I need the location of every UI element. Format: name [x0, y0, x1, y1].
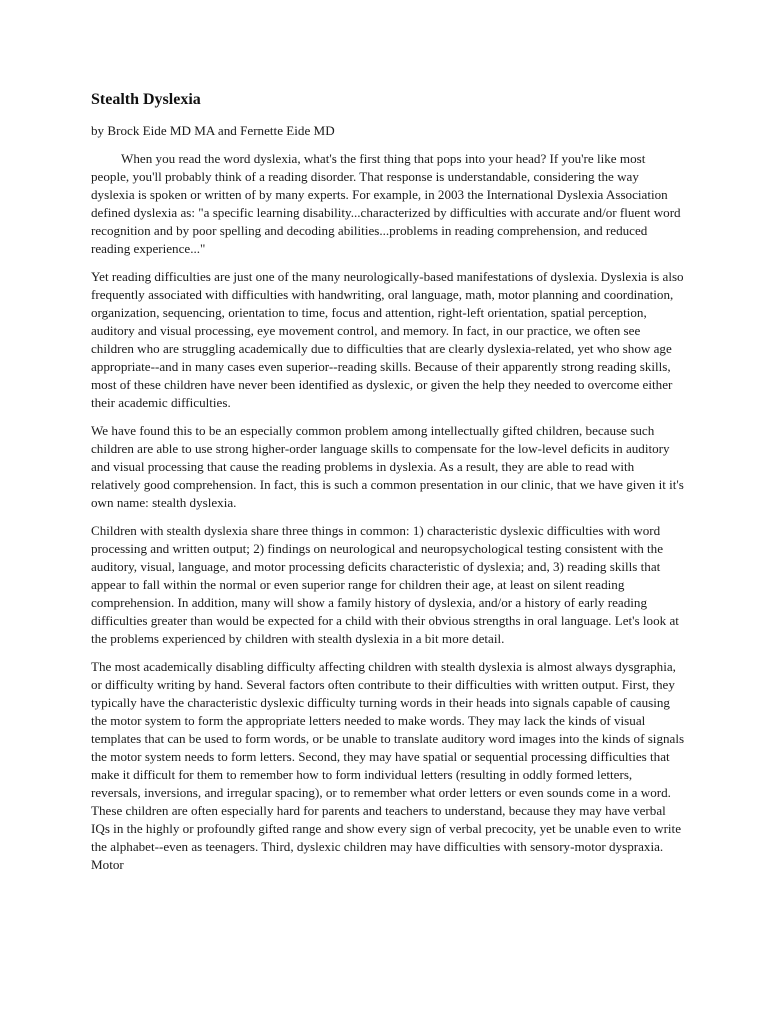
paragraph-5: The most academically disabling difficulty affecting children with stealth dyslexia is almost always dysgraphia, or difficulty writing by hand. Several factors often contribute to their difficulties with written output. First, they typically have the characteristic dyslexic difficulty turning words in their heads into signals capable of causing the motor system to form the appropriate letters needed to make words. They may lack the kinds of visual templates that can be used to form words, or be unable to translate auditory word images into the kinds of signals the motor system needs to form letters. Second, they may have spatial or sequential processing difficulties that make it difficult for them to remember how to form individual letters (resulting in oddly formed letters, reversals, inversions, and irregular spacing), or to remember what order letters or even sounds come in a word. These children are often especially hard for parents and teachers to understand, because they may have verbal IQs in the highly or profoundly gifted range and show every sign of verbal precocity, yet be unable even to write the alphabet--even as teenagers. Third, dyslexic children may have difficulties with sensory-motor dyspraxia. Motor: [91, 659, 685, 872]
paragraph-3: We have found this to be an especially common problem among intellectually gifted children, because such children are able to use strong higher-order language skills to compensate for the low-level deficits in auditory and visual processing that cause the reading problems in dyslexia. As a result, they are able to read with relatively good comprehension. In fact, this is such a common presentation in our clinic, that we have given it it's own name: stealth dyslexia.: [91, 423, 684, 510]
article-title: Stealth Dyslexia: [91, 91, 201, 108]
article-byline: by Brock Eide MD MA and Fernette Eide MD: [91, 123, 335, 138]
paragraph-2: Yet reading difficulties are just one of the many neurologically-based manifestations of dyslexia. Dyslexia is also frequently associated with difficulties with handwriting, oral language, math, motor planning and coordination, organization, sequencing, orientation to time, focus and attention, right-left orientation, spatial perception, auditory and visual processing, eye movement control, and memory. In fact, in our practice, we often see children who are struggling academically due to difficulties that are clearly dyslexia-related, yet who show age appropriate--and in many cases even superior--reading skills. Because of their apparently strong reading skills, most of these children have never been identified as dyslexic, or given the help they needed to overcome either their academic difficulties.: [91, 269, 684, 410]
paragraph-1: When you read the word dyslexia, what's the first thing that pops into your head? If you're like most people, you'll probably think of a reading disorder. That response is understandable, considering the way dyslexia is spoken or written of by many experts. For example, in 2003 the International Dyslexia Association defined dyslexia as: "a specific learning disability...characterized by difficulties with accurate and/or fluent word recognition and by poor spelling and decoding abilities...problems in reading comprehension, and reduced reading experience...": [91, 151, 681, 256]
article-body: [91, 88, 685, 884]
paragraph-4: Children with stealth dyslexia share three things in common: 1) characteristic dyslexic difficulties with word processing and written output; 2) findings on neurological and neuropsychological testing consistent with the auditory, visual, language, and motor processing deficits characteristic of dyslexia; and, 3) reading skills that appear to fall within the normal or even superior range for children their age, at least on silent reading comprehension. In addition, many will show a family history of dyslexia, and/or a history of early reading difficulties greater than would be expected for a child with their obvious strengths in oral language. Let's look at the problems experienced by children with stealth dyslexia in a bit more detail.: [91, 523, 679, 646]
